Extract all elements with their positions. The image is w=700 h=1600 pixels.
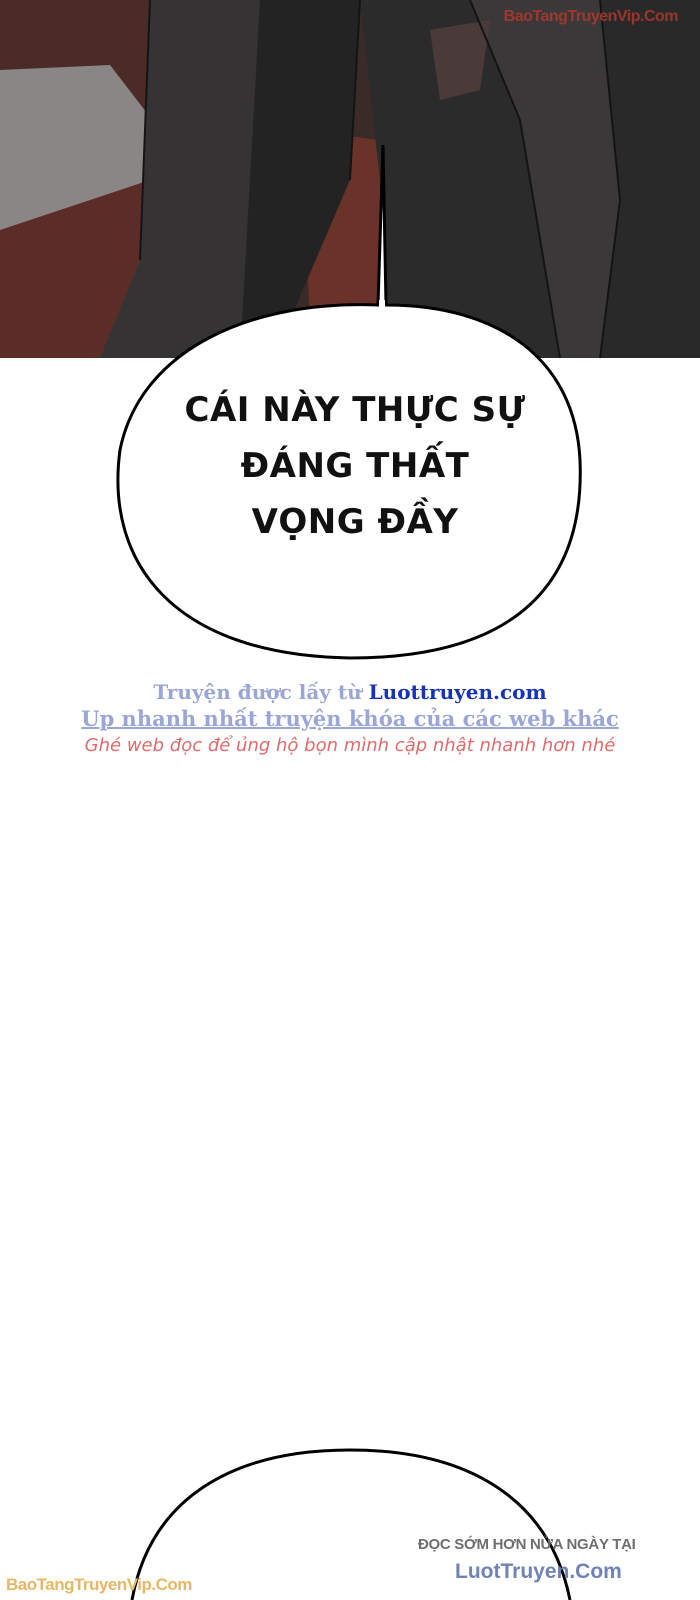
credit-update-link[interactable]: Up nhanh nhất truyện khóa của các web khác (81, 706, 619, 731)
credit-line-update (0, 706, 700, 731)
speech-bubble-text (150, 382, 560, 550)
speech-line: ĐÁNG THẤT (240, 446, 470, 486)
credit-prefix: Truyện được lấy từ (153, 680, 369, 704)
credit-line-source (0, 680, 700, 704)
promo-text: ĐỌC SỚM HƠN NỬA NGÀY TẠI (418, 1536, 636, 1553)
speech-line: CÁI NÀY THỰC SỰ (184, 390, 526, 430)
speech-line: VỌNG ĐẦY (251, 502, 459, 542)
credit-line-support: Ghé web đọc để ủng hộ bọn mình cập nhật nhanh hơn nhé (84, 735, 616, 756)
watermark-bottom: BaoTangTruyenVip.Com (6, 1575, 192, 1594)
promo-site: LuotTruyen.Com (455, 1560, 622, 1583)
credit-site-link[interactable]: Luottruyen.com (368, 680, 547, 704)
watermark-top: BaoTangTruyenVip.Com (503, 8, 678, 25)
